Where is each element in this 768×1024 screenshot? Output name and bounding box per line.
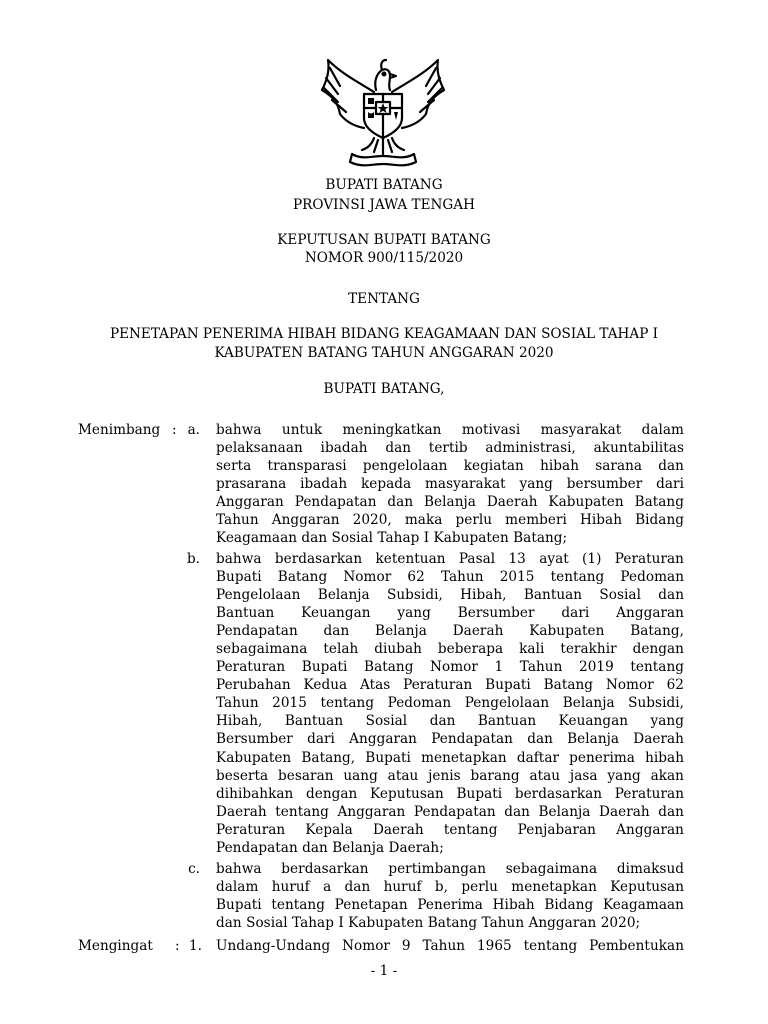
text-line: bahwa untuk meningkatkan motivasi masyarakat dalam bbox=[216, 422, 684, 438]
text-line: dihibahkan dengan Keputusan Bupati berdasarkan Peraturan bbox=[216, 785, 684, 802]
menimbang-colon: : bbox=[172, 422, 177, 438]
subject-line-2: KABUPATEN BATANG TAHUN ANGGARAN 2020 bbox=[214, 345, 554, 361]
province-name: PROVINSI JAWA TENGAH bbox=[293, 197, 475, 213]
text-line: Anggaran Pendapatan dan Belanja Daerah Kabupaten Batang bbox=[216, 494, 684, 511]
text-line: dalam huruf a dan huruf b, perlu menetapkan Keputusan bbox=[216, 879, 684, 896]
mengingat-label: Mengingat bbox=[78, 938, 153, 954]
text-line: Perubahan Kedua Atas Peraturan Bupati Batang Nomor 62 bbox=[216, 677, 684, 694]
decree-number: NOMOR 900/115/2020 bbox=[304, 250, 464, 266]
text-line: prasarana ibadah kepada masyarakat yang bersumber dari bbox=[216, 476, 684, 493]
text-line: pelaksanaan ibadah dan tertib administrasi, akuntabilitas bbox=[216, 440, 684, 457]
text-line: Tahun Anggaran 2020, maka perlu memberi Hibah Bidang bbox=[216, 512, 684, 529]
text-line: dan Sosial Tahap I Kabupaten Batang Tahun Anggaran 2020; bbox=[216, 915, 641, 932]
garuda-pancasila-icon bbox=[318, 52, 448, 170]
text-line: Pengelolaan Belanja Subsidi, Hibah, Bantuan Sosial dan bbox=[216, 587, 684, 604]
item-mark-b: b. bbox=[186, 551, 200, 567]
issuer-heading: BUPATI BATANG, bbox=[323, 381, 445, 397]
text-line: Pendapatan dan Belanja Daerah; bbox=[216, 839, 444, 856]
text-line: Kabupaten Batang, Bupati menetapkan daftar penerima hibah bbox=[216, 749, 684, 766]
menimbang-item-b bbox=[216, 550, 684, 857]
text-line: Pendapatan dan Belanja Daerah Kabupaten Batang, bbox=[216, 623, 684, 640]
mengingat-item-1 bbox=[216, 937, 684, 955]
text-line: Bersumber dari Anggaran Pendapatan dan Belanja Daerah bbox=[216, 731, 684, 748]
item-mark-c: c. bbox=[188, 861, 200, 877]
text-line: Bupati tentang Penetapan Penerima Hibah Bidang Keagamaan bbox=[216, 897, 684, 914]
text-line: Daerah tentang Anggaran Pendapatan dan Belanja Daerah dan bbox=[216, 803, 684, 820]
decree-title: KEPUTUSAN BUPATI BATANG bbox=[277, 232, 491, 248]
menimbang-item-c bbox=[216, 860, 684, 932]
text-line: Tahun 2015 tentang Pedoman Pengelolaan Belanja Subsidi, bbox=[216, 695, 684, 712]
institution-name: BUPATI BATANG bbox=[325, 177, 443, 193]
text-line: serta transparasi pengelolaan kegiatan hibah sarana dan bbox=[216, 458, 684, 475]
mengingat-colon: : bbox=[175, 938, 180, 954]
item-mark-1: 1. bbox=[189, 938, 202, 954]
text-line: Bupati Batang Nomor 62 Tahun 2015 tentang Pedoman bbox=[216, 569, 684, 586]
menimbang-label: Menimbang bbox=[78, 422, 161, 438]
text-line: bahwa berdasarkan pertimbangan sebagaimana dimaksud bbox=[216, 861, 684, 877]
text-line: bahwa berdasarkan ketentuan Pasal 13 ayat (1) Peraturan bbox=[216, 551, 684, 567]
text-line: Hibah, Bantuan Sosial dan Bantuan Keuangan yang bbox=[216, 713, 684, 730]
menimbang-item-a bbox=[216, 421, 684, 547]
text-line: Bantuan Keuangan yang Bersumber dari Anggaran bbox=[216, 605, 684, 622]
subject-line-1: PENETAPAN PENERIMA HIBAH BIDANG KEAGAMAAN DAN SOSIAL TAHAP I bbox=[109, 326, 659, 342]
text-line: Peraturan Bupati Batang Nomor 1 Tahun 2019 tentang bbox=[216, 659, 684, 676]
about-heading: TENTANG bbox=[348, 291, 420, 307]
page-number: - 1 - bbox=[370, 963, 398, 979]
text-line: sebagaimana telah diubah beberapa kali terakhir dengan bbox=[216, 641, 684, 658]
text-line: Keagamaan dan Sosial Tahap I Kabupaten Batang; bbox=[216, 530, 568, 547]
text-line: Peraturan Kepala Daerah tentang Penjabaran Anggaran bbox=[216, 821, 684, 838]
text-line: Undang-Undang Nomor 9 Tahun 1965 tentang Pembentukan bbox=[216, 938, 684, 954]
item-mark-a: a. bbox=[187, 422, 200, 438]
text-line: beserta besaran uang atau jenis barang atau jasa yang akan bbox=[216, 767, 684, 784]
